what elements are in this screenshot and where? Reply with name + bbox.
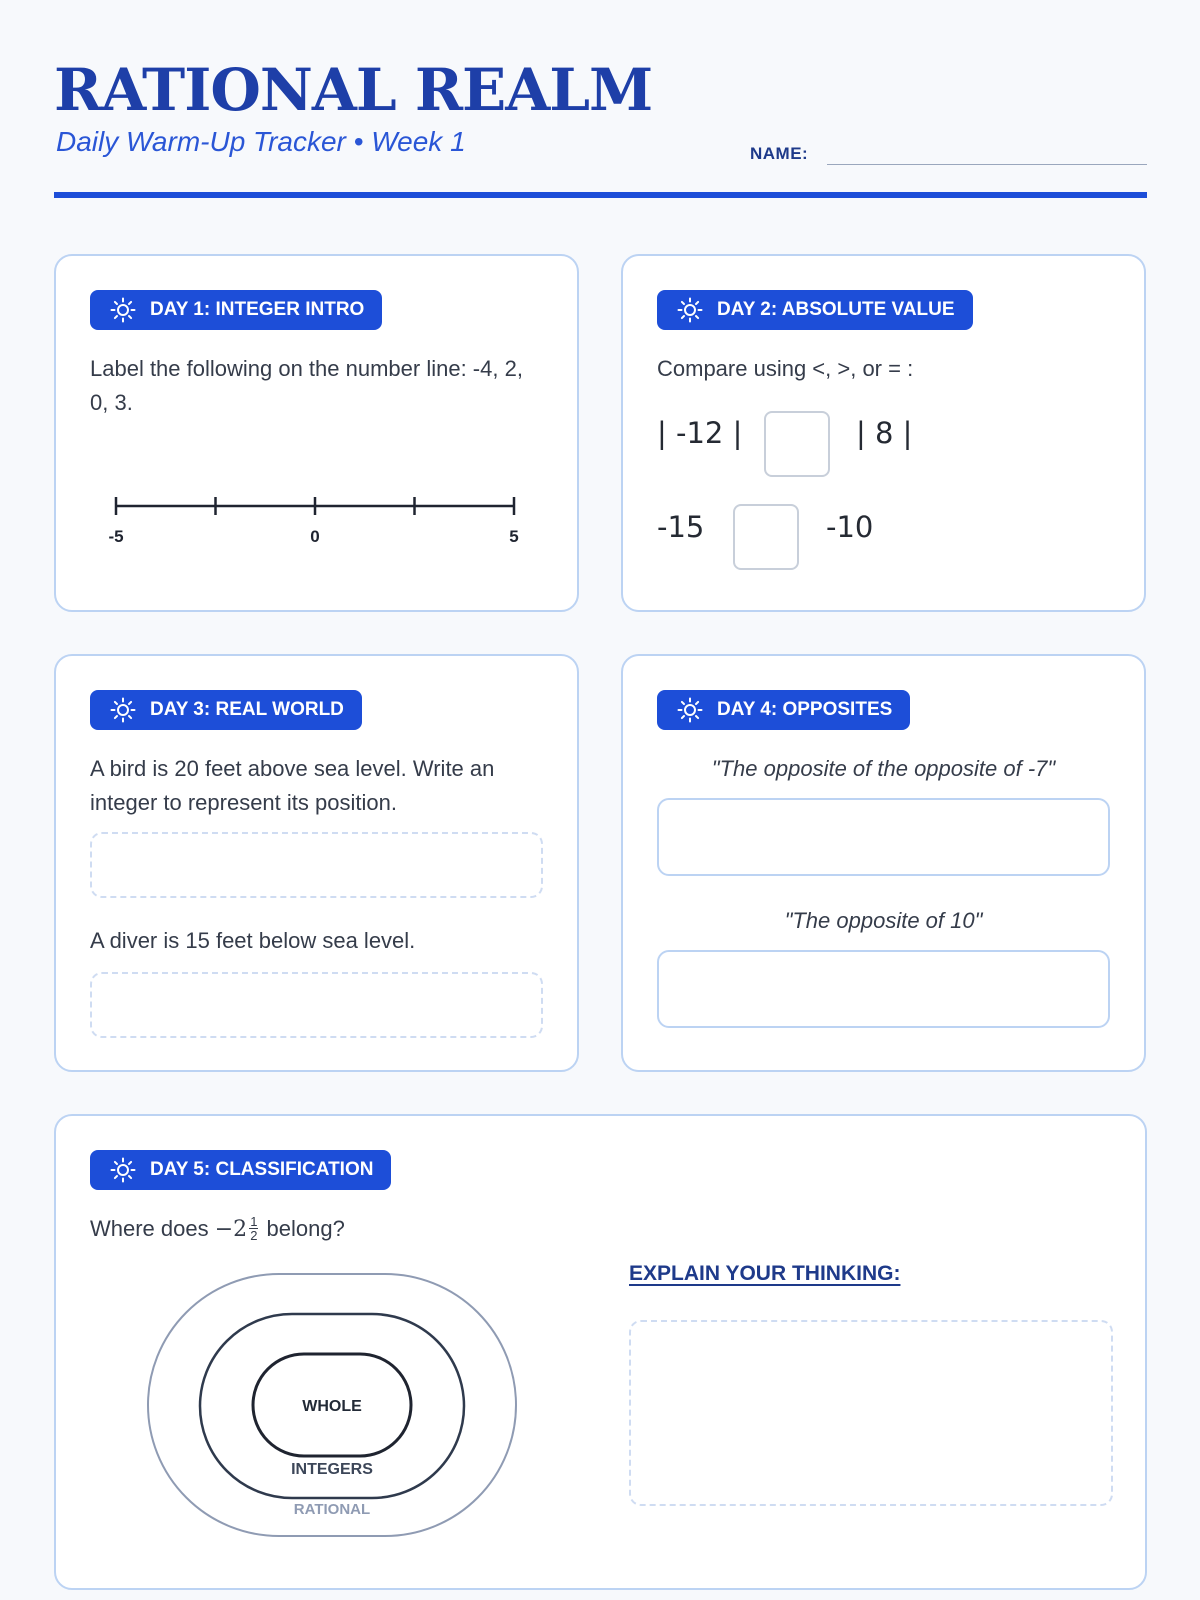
- day3-card: [54, 654, 579, 1072]
- worksheet-header: [54, 52, 1147, 202]
- day3-prompt-diver: A diver is 15 feet below sea level.: [90, 928, 416, 953]
- page-title: RATIONAL REALM: [54, 56, 653, 124]
- day1-card: [54, 254, 579, 612]
- venn-label-whole: WHOLE: [302, 1398, 362, 1415]
- number-set-diagram: [146, 1272, 526, 1542]
- explain-thinking-box[interactable]: [629, 1320, 1113, 1506]
- compare-row2-answer-box[interactable]: [733, 504, 799, 570]
- day1-prompt: Label the following on the number line: -4, 2, 0, 3.: [90, 356, 523, 415]
- day4-badge: [657, 690, 910, 730]
- day5-prompt: [90, 1212, 345, 1247]
- sun-icon: [677, 697, 703, 723]
- sun-icon: [677, 297, 703, 323]
- sun-icon: [110, 697, 136, 723]
- number-line-label: -5: [108, 527, 124, 546]
- venn-label-rational: RATIONAL: [293, 1501, 371, 1518]
- day5-badge-label: DAY 5: CLASSIFICATION: [150, 1159, 374, 1180]
- number-line-label: 5: [509, 527, 519, 546]
- number-line-label: 0: [310, 527, 320, 546]
- day3-bird-answer-box[interactable]: [90, 832, 543, 898]
- day3-badge: [90, 690, 362, 730]
- day2-prompt: Compare using <, >, or = :: [657, 356, 914, 381]
- day4-badge-label: DAY 4: OPPOSITES: [717, 699, 893, 720]
- day4-quote-2: "The opposite of 10": [784, 908, 983, 933]
- sun-icon: [110, 297, 136, 323]
- compare-row2-right: -10: [826, 510, 874, 544]
- sun-icon: [110, 1157, 136, 1183]
- day3-prompt-bird: A bird is 20 feet above sea level. Write an integer to represent its position.: [90, 756, 495, 815]
- day4-card: [621, 654, 1146, 1072]
- day3-diver-answer-box[interactable]: [90, 972, 543, 1038]
- venn-label-integers: INTEGERS: [291, 1461, 373, 1478]
- name-field[interactable]: [827, 164, 1147, 165]
- compare-row1-left: | -12 |: [657, 416, 743, 450]
- compare-row1-right: | 8 |: [856, 416, 913, 450]
- day3-badge-label: DAY 3: REAL WORLD: [150, 699, 344, 720]
- fraction-denominator: 2: [250, 1227, 258, 1243]
- header-divider: [54, 192, 1147, 198]
- page-subtitle: Daily Warm-Up Tracker • Week 1: [56, 126, 466, 157]
- day2-badge: [657, 290, 973, 330]
- day4-quote-1: "The opposite of the opposite of -7": [711, 756, 1056, 781]
- fraction-numerator: 1: [250, 1213, 258, 1229]
- day4-answer-box-1[interactable]: [657, 798, 1110, 876]
- explain-thinking-label: EXPLAIN YOUR THINKING:: [629, 1262, 901, 1285]
- name-label: NAME:: [750, 144, 809, 163]
- mixed-number-whole: −2: [214, 1217, 248, 1242]
- day1-badge: [90, 290, 382, 330]
- day5-prompt-start: Where does: [90, 1216, 209, 1241]
- day1-badge-label: DAY 1: INTEGER INTRO: [150, 299, 365, 320]
- day5-card: [54, 1114, 1147, 1590]
- day2-card: [621, 254, 1146, 612]
- day2-badge-label: DAY 2: ABSOLUTE VALUE: [717, 299, 955, 320]
- mixed-number-fraction: [249, 1215, 258, 1242]
- day5-prompt-end: belong?: [266, 1216, 345, 1241]
- day5-badge: [90, 1150, 391, 1190]
- compare-row2-left: -15: [657, 510, 705, 544]
- compare-row1-answer-box[interactable]: [764, 411, 830, 477]
- day4-answer-box-2[interactable]: [657, 950, 1110, 1028]
- number-line[interactable]: [108, 488, 534, 548]
